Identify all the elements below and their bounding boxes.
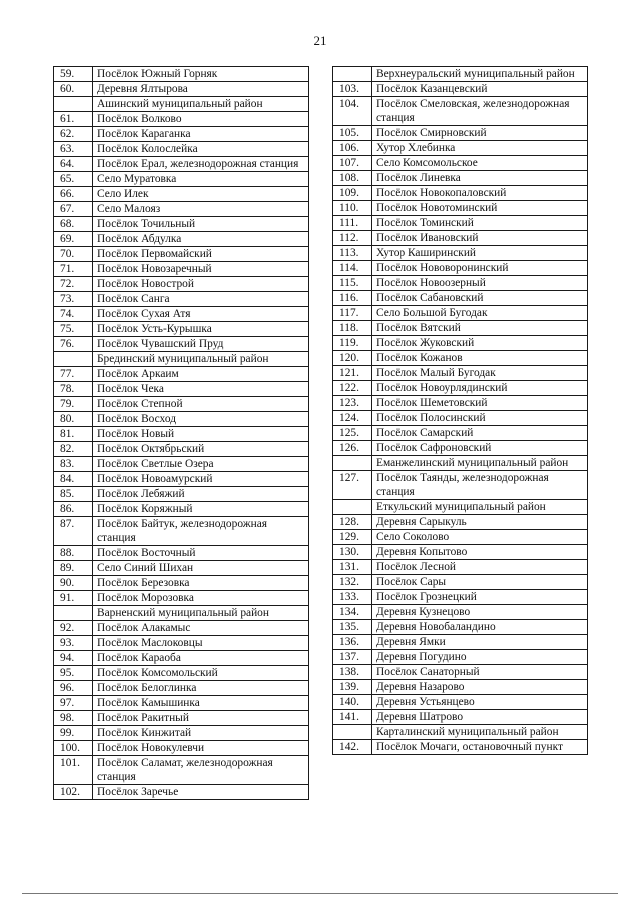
table-row: [54, 367, 309, 382]
row-number: 73.: [54, 292, 93, 307]
table-row: [54, 785, 309, 800]
row-number: 97.: [54, 696, 93, 711]
row-number: 103.: [333, 82, 372, 97]
settlement-name: Посёлок Сабановский: [372, 291, 588, 306]
row-number: 104.: [333, 97, 372, 126]
settlement-name: Посёлок Октябрьский: [93, 442, 309, 457]
row-number: 68.: [54, 217, 93, 232]
row-number: [333, 67, 372, 82]
row-number: 78.: [54, 382, 93, 397]
table-row: [333, 471, 588, 500]
settlement-name: Посёлок Комсомольский: [93, 666, 309, 681]
table-row: [54, 382, 309, 397]
row-number: 132.: [333, 575, 372, 590]
table-row: [54, 307, 309, 322]
settlement-name: Посёлок Белоглинка: [93, 681, 309, 696]
row-number: 90.: [54, 576, 93, 591]
settlement-name: Посёлок Волково: [93, 112, 309, 127]
table-row: [333, 97, 588, 126]
table-row: [333, 336, 588, 351]
district-name: Ашинский муниципальный район: [93, 97, 309, 112]
row-number: 60.: [54, 82, 93, 97]
settlement-name: Посёлок Новокопаловский: [372, 186, 588, 201]
settlement-name: Посёлок Степной: [93, 397, 309, 412]
row-number: 82.: [54, 442, 93, 457]
row-number: 115.: [333, 276, 372, 291]
table-row: [333, 366, 588, 381]
row-number: 94.: [54, 651, 93, 666]
settlement-name: Посёлок Караоба: [93, 651, 309, 666]
table-row: [54, 696, 309, 711]
row-number: 109.: [333, 186, 372, 201]
row-number: 76.: [54, 337, 93, 352]
row-number: 69.: [54, 232, 93, 247]
row-number: 140.: [333, 695, 372, 710]
row-number: 99.: [54, 726, 93, 741]
row-number: 125.: [333, 426, 372, 441]
settlement-name: Посёлок Таянды, железнодорожная станция: [372, 471, 588, 500]
row-number: 67.: [54, 202, 93, 217]
row-number: 102.: [54, 785, 93, 800]
settlement-name: Посёлок Шеметовский: [372, 396, 588, 411]
district-name: Карталинский муниципальный район: [372, 725, 588, 740]
district-header-row: [54, 352, 309, 367]
row-number: 77.: [54, 367, 93, 382]
settlement-name: Деревня Копытово: [372, 545, 588, 560]
row-number: 71.: [54, 262, 93, 277]
settlement-name: Посёлок Мочаги, остановочный пункт: [372, 740, 588, 755]
settlement-name: Посёлок Сухая Атя: [93, 307, 309, 322]
table-row: [54, 232, 309, 247]
table-row: [54, 277, 309, 292]
district-name: Еткульский муниципальный район: [372, 500, 588, 515]
row-number: 107.: [333, 156, 372, 171]
table-row: [333, 680, 588, 695]
table-row: [333, 515, 588, 530]
settlement-name: Хутор Каширинский: [372, 246, 588, 261]
table-row: [54, 82, 309, 97]
settlement-name: Посёлок Аркаим: [93, 367, 309, 382]
row-number: 88.: [54, 546, 93, 561]
settlement-name: Село Илек: [93, 187, 309, 202]
row-number: 64.: [54, 157, 93, 172]
district-name: Верхнеуральский муниципальный район: [372, 67, 588, 82]
table-row: [333, 306, 588, 321]
table-row: [333, 605, 588, 620]
table-row: [333, 156, 588, 171]
settlement-name: Хутор Хлебинка: [372, 141, 588, 156]
row-number: 63.: [54, 142, 93, 157]
settlement-name: Посёлок Полосинский: [372, 411, 588, 426]
settlement-name: Посёлок Усть-Курышка: [93, 322, 309, 337]
row-number: [54, 352, 93, 367]
row-number: 130.: [333, 545, 372, 560]
row-number: [333, 725, 372, 740]
table-row: [333, 261, 588, 276]
table-row: [54, 187, 309, 202]
settlement-name: Посёлок Томинский: [372, 216, 588, 231]
table-row: [54, 502, 309, 517]
row-number: 100.: [54, 741, 93, 756]
table-row: [54, 472, 309, 487]
table-row: [333, 575, 588, 590]
table-row: [54, 651, 309, 666]
settlement-name: Посёлок Новокулевчи: [93, 741, 309, 756]
row-number: 116.: [333, 291, 372, 306]
settlement-name: Посёлок Вятский: [372, 321, 588, 336]
settlement-name: Деревня Ямки: [372, 635, 588, 650]
district-header-row: [54, 606, 309, 621]
row-number: 117.: [333, 306, 372, 321]
settlement-name: Посёлок Алакамыс: [93, 621, 309, 636]
row-number: 105.: [333, 126, 372, 141]
page-number: 21: [313, 33, 327, 48]
row-number: 80.: [54, 412, 93, 427]
district-name: Варненский муниципальный район: [93, 606, 309, 621]
district-header-row: [333, 456, 588, 471]
row-number: 93.: [54, 636, 93, 651]
table-row: [54, 127, 309, 142]
settlement-name: Посёлок Новоамурский: [93, 472, 309, 487]
row-number: 91.: [54, 591, 93, 606]
settlement-name: Посёлок Морозовка: [93, 591, 309, 606]
table-row: [54, 666, 309, 681]
settlement-name: Посёлок Южный Горняк: [93, 67, 309, 82]
row-number: 81.: [54, 427, 93, 442]
row-number: 106.: [333, 141, 372, 156]
settlement-name: Деревня Новобаландино: [372, 620, 588, 635]
settlement-name: Село Синий Шихан: [93, 561, 309, 576]
table-row: [333, 590, 588, 605]
settlement-name: Посёлок Камышинка: [93, 696, 309, 711]
table-row: [54, 112, 309, 127]
row-number: 137.: [333, 650, 372, 665]
settlement-name: Посёлок Смеловская, железнодорожная станция: [372, 97, 588, 126]
table-row: [54, 412, 309, 427]
row-number: 122.: [333, 381, 372, 396]
settlement-name: Деревня Погудино: [372, 650, 588, 665]
row-number: 118.: [333, 321, 372, 336]
table-row: [333, 665, 588, 680]
row-number: 98.: [54, 711, 93, 726]
table-row: [333, 141, 588, 156]
table-row: [54, 756, 309, 785]
row-number: 108.: [333, 171, 372, 186]
settlement-name: Посёлок Новозаречный: [93, 262, 309, 277]
row-number: 138.: [333, 665, 372, 680]
settlement-name: Посёлок Кожанов: [372, 351, 588, 366]
settlement-name: Посёлок Чека: [93, 382, 309, 397]
row-number: 128.: [333, 515, 372, 530]
settlement-name: Посёлок Восход: [93, 412, 309, 427]
row-number: 79.: [54, 397, 93, 412]
table-row: [54, 337, 309, 352]
settlement-name: Посёлок Ракитный: [93, 711, 309, 726]
row-number: [54, 97, 93, 112]
row-number: 83.: [54, 457, 93, 472]
table-row: [54, 636, 309, 651]
settlement-name: Посёлок Абдулка: [93, 232, 309, 247]
settlement-name: Посёлок Новый: [93, 427, 309, 442]
row-number: [333, 500, 372, 515]
row-number: 114.: [333, 261, 372, 276]
row-number: 113.: [333, 246, 372, 261]
table-row: [54, 741, 309, 756]
row-number: 111.: [333, 216, 372, 231]
settlement-name: Деревня Устьянцево: [372, 695, 588, 710]
table-row: [54, 546, 309, 561]
settlement-name: Посёлок Колослейка: [93, 142, 309, 157]
row-number: 85.: [54, 487, 93, 502]
settlement-name: Посёлок Точильный: [93, 217, 309, 232]
table-row: [333, 426, 588, 441]
row-number: 61.: [54, 112, 93, 127]
table-row: [54, 397, 309, 412]
table-body-left: [54, 67, 309, 800]
row-number: 96.: [54, 681, 93, 696]
row-number: 135.: [333, 620, 372, 635]
settlement-name: Деревня Кузнецово: [372, 605, 588, 620]
table-row: [54, 172, 309, 187]
table-row: [333, 321, 588, 336]
settlement-name: Посёлок Первомайский: [93, 247, 309, 262]
row-number: 124.: [333, 411, 372, 426]
settlement-name: Посёлок Березовка: [93, 576, 309, 591]
settlement-name: Посёлок Санаторный: [372, 665, 588, 680]
table-row: [54, 217, 309, 232]
row-number: 92.: [54, 621, 93, 636]
row-number: 84.: [54, 472, 93, 487]
table-row: [54, 681, 309, 696]
table-row: [333, 171, 588, 186]
settlement-name: Посёлок Чувашский Пруд: [93, 337, 309, 352]
row-number: 75.: [54, 322, 93, 337]
row-number: 133.: [333, 590, 372, 605]
table-row: [333, 231, 588, 246]
settlement-name: Посёлок Лебяжий: [93, 487, 309, 502]
row-number: 112.: [333, 231, 372, 246]
table-body-right: [333, 67, 588, 755]
settlement-name: Посёлок Восточный: [93, 546, 309, 561]
district-header-row: [333, 67, 588, 82]
settlement-name: Посёлок Саламат, железнодорожная станция: [93, 756, 309, 785]
table-row: [333, 695, 588, 710]
settlement-name: Посёлок Караганка: [93, 127, 309, 142]
row-number: 126.: [333, 441, 372, 456]
bottom-rule: [22, 893, 618, 894]
district-header-row: [54, 97, 309, 112]
settlement-name: Деревня Шатрово: [372, 710, 588, 725]
row-number: 59.: [54, 67, 93, 82]
table-row: [54, 442, 309, 457]
row-number: 72.: [54, 277, 93, 292]
row-number: 127.: [333, 471, 372, 500]
row-number: 121.: [333, 366, 372, 381]
table-row: [333, 545, 588, 560]
table-row: [333, 396, 588, 411]
row-number: 110.: [333, 201, 372, 216]
settlement-name: Посёлок Сары: [372, 575, 588, 590]
table-row: [54, 157, 309, 172]
row-number: 131.: [333, 560, 372, 575]
table-row: [54, 142, 309, 157]
table-row: [333, 126, 588, 141]
row-number: 136.: [333, 635, 372, 650]
settlement-name: Посёлок Ивановский: [372, 231, 588, 246]
row-number: 120.: [333, 351, 372, 366]
row-number: 89.: [54, 561, 93, 576]
table-row: [54, 517, 309, 546]
table-row: [333, 246, 588, 261]
settlement-name: Посёлок Самарский: [372, 426, 588, 441]
row-number: 62.: [54, 127, 93, 142]
settlement-name: Посёлок Линевка: [372, 171, 588, 186]
table-row: [54, 322, 309, 337]
table-row: [333, 441, 588, 456]
table-row: [333, 186, 588, 201]
row-number: 139.: [333, 680, 372, 695]
row-number: 123.: [333, 396, 372, 411]
settlement-name: Село Муратовка: [93, 172, 309, 187]
settlement-table-right: [332, 66, 588, 755]
row-number: 141.: [333, 710, 372, 725]
settlement-name: Посёлок Лесной: [372, 560, 588, 575]
table-row: [54, 67, 309, 82]
row-number: 65.: [54, 172, 93, 187]
settlement-table-left: [53, 66, 309, 800]
row-number: 87.: [54, 517, 93, 546]
settlement-name: Деревня Назарово: [372, 680, 588, 695]
row-number: 86.: [54, 502, 93, 517]
settlement-name: Посёлок Малый Бугодак: [372, 366, 588, 381]
row-number: 95.: [54, 666, 93, 681]
table-row: [333, 381, 588, 396]
table-row: [54, 292, 309, 307]
table-row: [333, 560, 588, 575]
table-row: [333, 650, 588, 665]
settlement-name: Посёлок Ерал, железнодорожная станция: [93, 157, 309, 172]
settlement-name: Посёлок Светлые Озера: [93, 457, 309, 472]
table-row: [333, 216, 588, 231]
row-number: 101.: [54, 756, 93, 785]
table-row: [54, 487, 309, 502]
district-name: Еманжелинский муниципальный район: [372, 456, 588, 471]
district-header-row: [333, 500, 588, 515]
table-row: [54, 621, 309, 636]
row-number: [333, 456, 372, 471]
table-row: [54, 576, 309, 591]
settlement-name: Посёлок Смирновский: [372, 126, 588, 141]
settlement-name: Посёлок Грознецкий: [372, 590, 588, 605]
district-name: Брединский муниципальный район: [93, 352, 309, 367]
settlement-name: Посёлок Санга: [93, 292, 309, 307]
table-row: [333, 740, 588, 755]
settlement-name: Посёлок Кинжитай: [93, 726, 309, 741]
table-row: [333, 411, 588, 426]
table-row: [333, 201, 588, 216]
table-row: [54, 457, 309, 472]
table-row: [54, 202, 309, 217]
table-row: [333, 530, 588, 545]
row-number: 129.: [333, 530, 372, 545]
table-row: [333, 635, 588, 650]
table-row: [54, 726, 309, 741]
row-number: 134.: [333, 605, 372, 620]
settlement-name: Посёлок Маслоковцы: [93, 636, 309, 651]
table-row: [333, 276, 588, 291]
settlement-name: Посёлок Сафроновский: [372, 441, 588, 456]
settlement-name: Село Соколово: [372, 530, 588, 545]
settlement-name: Село Комсомольское: [372, 156, 588, 171]
table-row: [54, 247, 309, 262]
table-row: [333, 710, 588, 725]
table-row: [54, 561, 309, 576]
settlement-name: Посёлок Нововоронинский: [372, 261, 588, 276]
table-row: [54, 427, 309, 442]
row-number: 70.: [54, 247, 93, 262]
settlement-name: Посёлок Казанцевский: [372, 82, 588, 97]
table-row: [54, 711, 309, 726]
settlement-name: Посёлок Коряжный: [93, 502, 309, 517]
table-row: [333, 620, 588, 635]
row-number: 119.: [333, 336, 372, 351]
row-number: [54, 606, 93, 621]
settlement-name: Посёлок Заречье: [93, 785, 309, 800]
settlement-name: Посёлок Жуковский: [372, 336, 588, 351]
settlement-name: Посёлок Новоозерный: [372, 276, 588, 291]
row-number: 66.: [54, 187, 93, 202]
row-number: 142.: [333, 740, 372, 755]
settlement-name: Село Малояз: [93, 202, 309, 217]
table-row: [333, 82, 588, 97]
district-header-row: [333, 725, 588, 740]
table-row: [54, 262, 309, 277]
row-number: 74.: [54, 307, 93, 322]
table-row: [333, 351, 588, 366]
settlement-name: Посёлок Новострой: [93, 277, 309, 292]
settlement-name: Село Большой Бугодак: [372, 306, 588, 321]
settlement-name: Посёлок Байтук, железнодорожная станция: [93, 517, 309, 546]
settlement-name: Деревня Ялтырова: [93, 82, 309, 97]
settlement-name: Посёлок Новотоминский: [372, 201, 588, 216]
settlement-name: Деревня Сарыкуль: [372, 515, 588, 530]
table-row: [333, 291, 588, 306]
settlement-name: Посёлок Новоурлядинский: [372, 381, 588, 396]
table-row: [54, 591, 309, 606]
